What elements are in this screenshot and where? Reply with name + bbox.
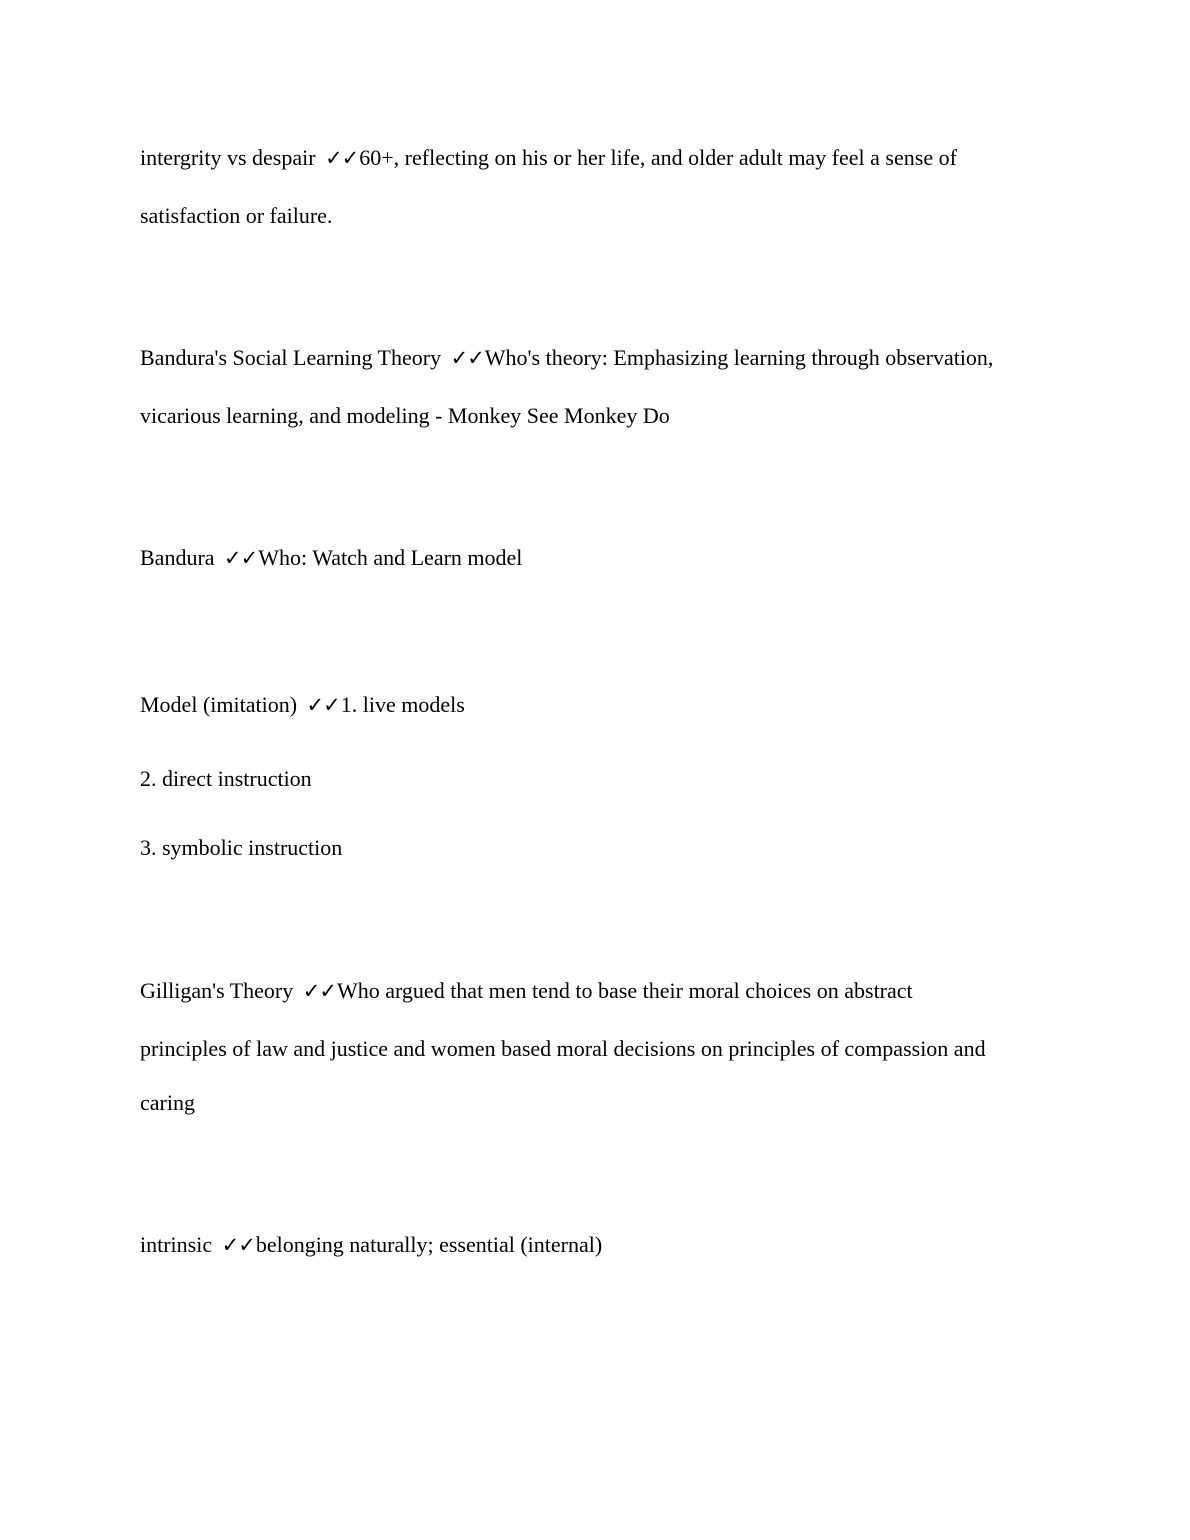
double-check-icon: ✓✓ [224,546,258,570]
entry-definition: 60+, reflecting on his or her life, and older adult may feel a sense of [359,145,957,170]
double-check-icon: ✓✓ [221,1233,255,1257]
entry-first-line [140,1230,602,1260]
entry-first-line [140,976,913,1006]
entry-term: Gilligan's Theory [140,978,294,1003]
entry-definition-line: principles of law and justice and women based moral decisions on principles of compassion and [140,1036,986,1061]
entry-definition-line: 3. symbolic instruction [140,835,343,860]
entry-term: Bandura's Social Learning Theory [140,345,442,370]
double-check-icon: ✓✓ [306,693,340,717]
entry-first-line [140,143,957,173]
entry-term: intergrity vs despair [140,145,316,170]
entry-definition: Who: Watch and Learn model [258,545,523,570]
entry-first-line [140,690,465,720]
entry-first-line [140,343,993,373]
entry-first-line [140,543,522,573]
entry-definition: Who argued that men tend to base their moral choices on abstract [336,978,913,1003]
double-check-icon: ✓✓ [450,346,484,370]
entry-definition: 1. live models [340,692,465,717]
entry-definition: Who's theory: Emphasizing learning through observation, [484,345,994,370]
entry-definition-line: caring [140,1090,195,1115]
double-check-icon: ✓✓ [325,146,359,170]
entry-definition: belonging naturally; essential (internal) [255,1232,603,1257]
entry-definition-line: 2. direct instruction [140,766,312,791]
entry-term: Bandura [140,545,215,570]
entry-definition-line: vicarious learning, and modeling - Monkey See Monkey Do [140,403,670,428]
entry-definition-line: satisfaction or failure. [140,203,333,228]
double-check-icon: ✓✓ [302,979,336,1003]
entry-term: Model (imitation) [140,692,298,717]
entry-term: intrinsic [140,1232,213,1257]
